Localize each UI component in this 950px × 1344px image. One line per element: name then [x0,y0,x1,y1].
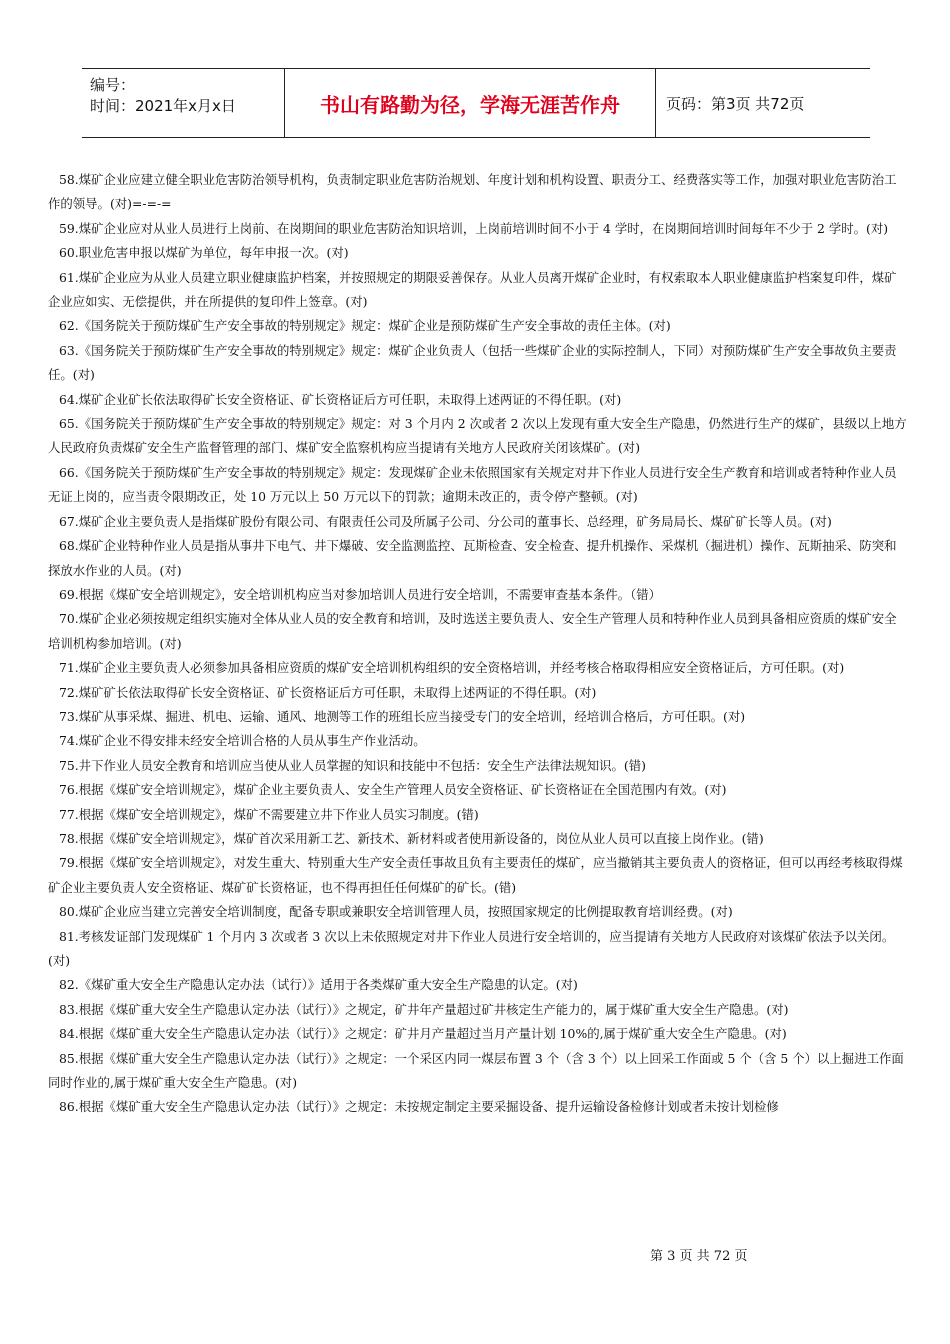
list-item: 68.煤矿企业特种作业人员是指从事井下电气、井下爆破、安全监测监控、瓦斯检查、安全检查、提升机操作、采煤机（掘进机）操作、瓦斯抽采、防突和探放水作业的人员。(对) [48,538,897,578]
list-item: 63.《国务院关于预防煤矿生产安全事故的特别规定》规定：煤矿企业负责人（包括一些煤矿企业的实际控制人，下同）对预防煤矿生产安全事故负主要责任。(对) [48,342,897,383]
list-item: 84.根据《煤矿重大安全生产隐患认定办法（试行）》之规定：矿井月产量超过当月产量计划 10%的,属于煤矿重大安全生产隐患。(对) [59,1026,787,1042]
list-item: 72.煤矿矿长依法取得矿长安全资格证、矿长资格证后方可任职，未取得上述两证的不得任职。(对) [59,684,597,700]
list-item: 81.考核发证部门发现煤矿 1 个月内 3 次或者 3 次以上未依照规定对井下作业人员进行安全培训的，应当提请有关地方人民政府对该煤矿依法予以关闭。(对) [48,928,895,968]
serial-label: 编号： [90,76,136,94]
list-item: 85.根据《煤矿重大安全生产隐患认定办法（试行）》之规定：一个采区内同一煤层布置 3 个（含 3 个）以上回采工作面或 5 个（含 5 个）以上掘进工作面同时作业的,属于煤矿重大安全生产隐患。(对) [48,1050,904,1091]
list-item: 71.煤矿企业主要负责人必须参加具备相应资质的煤矿安全培训机构组织的安全资格培训，并经考核合格取得相应安全资格证后，方可任职。(对) [59,660,845,676]
list-item: 61.煤矿企业应为从业人员建立职业健康监护档案，并按照规定的期限妥善保存。从业人员离开煤矿企业时，有权索取本人职业健康监护档案复印件，煤矿企业应如实、无偿提供，并在所提供的复印件上签章。(对) [48,269,897,310]
list-item: 73.煤矿从事采煤、掘进、机电、运输、通风、地测等工作的班组长应当接受专门的安全培训，经培训合格后，方可任职。(对) [59,708,746,724]
list-item: 64.煤矿企业矿长依法取得矿长安全资格证、矿长资格证后方可任职，未取得上述两证的不得任职。(对) [59,391,622,407]
list-item: 83.根据《煤矿重大安全生产隐患认定办法（试行）》之规定，矿井年产量超过矿井核定生产能力的，属于煤矿重大安全生产隐患。(对) [59,1001,789,1017]
list-item: 80.煤矿企业应当建立完善安全培训制度，配备专职或兼职安全培训管理人员，按照国家规定的比例提取教育培训经费。(对) [59,904,733,920]
question-list [48,168,908,1120]
list-item: 66.《国务院关于预防煤矿生产安全事故的特别规定》规定：发现煤矿企业未依照国家有关规定对井下作业人员进行安全生产教育和培训或者特种作业人员无证上岗的，应当责令限期改正，处 10 万元以上 50 万元以下的罚款；逾期未改正的，责令停产整顿。(对) [48,464,897,505]
list-item: 78.根据《煤矿安全培训规定》，煤矿首次采用新工艺、新技术、新材料或者使用新设备的，岗位从业人员可以直接上岗作业。(错) [59,830,764,846]
list-item: 65.《国务院关于预防煤矿生产安全事故的特别规定》规定：对 3 个月内 2 次或者 2 次以上发现有重大安全生产隐患，仍然进行生产的煤矿，县级以上地方人民政府负责煤矿安全生产监督管理的部门、煤矿安全监察机构应当提请有关地方人民政府关闭该煤矿。(对) [48,416,907,456]
list-item: 60.职业危害申报以煤矿为单位，每年申报一次。(对) [59,245,349,261]
page-footer: 第 3 页 共 72 页 [650,1249,748,1264]
header-page-info: 页码：第3页 共72页 [666,94,805,113]
list-item: 86.根据《煤矿重大安全生产隐患认定办法（试行）》之规定：未按规定制定主要采掘设备、提升运输设备检修计划或者未按计划检修 [59,1099,779,1115]
list-item: 76.根据《煤矿安全培训规定》，煤矿企业主要负责人、安全生产管理人员安全资格证、矿长资格证在全国范围内有效。(对) [59,782,727,798]
list-item: 69.根据《煤矿安全培训规定》，安全培训机构应当对参加培训人员进行安全培训，不需要审查基本条件。（错） [59,586,662,602]
header-meta [82,69,284,137]
list-item: 74.煤矿企业不得安排未经安全培训合格的人员从事生产作业活动。 [59,733,426,749]
list-item: 77.根据《煤矿安全培训规定》，煤矿不需要建立井下作业人员实习制度。(错) [59,806,479,822]
list-item: 58.煤矿企业应建立健全职业危害防治领导机构，负责制定职业危害防治规划、年度计划和机构设置、职责分工、经费落实等工作，加强对职业危害防治工作的领导。(对)=-=-= [48,172,897,212]
list-item: 82.《煤矿重大安全生产隐患认定办法（试行）》适用于各类煤矿重大安全生产隐患的认定。(对) [59,977,578,993]
list-item: 59.煤矿企业应对从业人员进行上岗前、在岗期间的职业危害防治知识培训，上岗前培训时间不小于 4 学时，在岗期间培训时间每年不少于 2 学时。(对) [59,220,889,236]
list-item: 70.煤矿企业必须按规定组织实施对全体从业人员的安全教育和培训，及时选送主要负责人、安全生产管理人员和特种作业人员到具备相应资质的煤矿安全培训机构参加培训。(对) [48,611,897,651]
list-item: 79.根据《煤矿安全培训规定》，对发生重大、特别重大生产安全责任事故且负有主要责任的煤矿，应当撤销其主要负责人的资格证，但可以再经考核取得煤矿企业主要负责人安全资格证、煤矿矿长资格证，也不得再担任任何煤矿的矿长。(错) [48,855,903,895]
list-item: 62.《国务院关于预防煤矿生产安全事故的特别规定》规定：煤矿企业是预防煤矿生产安全事故的责任主体。(对) [59,318,671,334]
time-label: 时间：2021年x月x日 [90,97,236,115]
header-motto: 书山有路勤为径，学海无涯苦作舟 [284,69,656,137]
list-item: 75.井下作业人员安全教育和培训应当使从业人员掌握的知识和技能中不包括：安全生产法律法规知识。(错) [59,757,646,773]
list-item: 67.煤矿企业主要负责人是指煤矿股份有限公司、有限责任公司及所属子公司、分公司的董事长、总经理，矿务局局长、煤矿矿长等人员。(对) [59,513,832,529]
page-header [82,68,870,138]
